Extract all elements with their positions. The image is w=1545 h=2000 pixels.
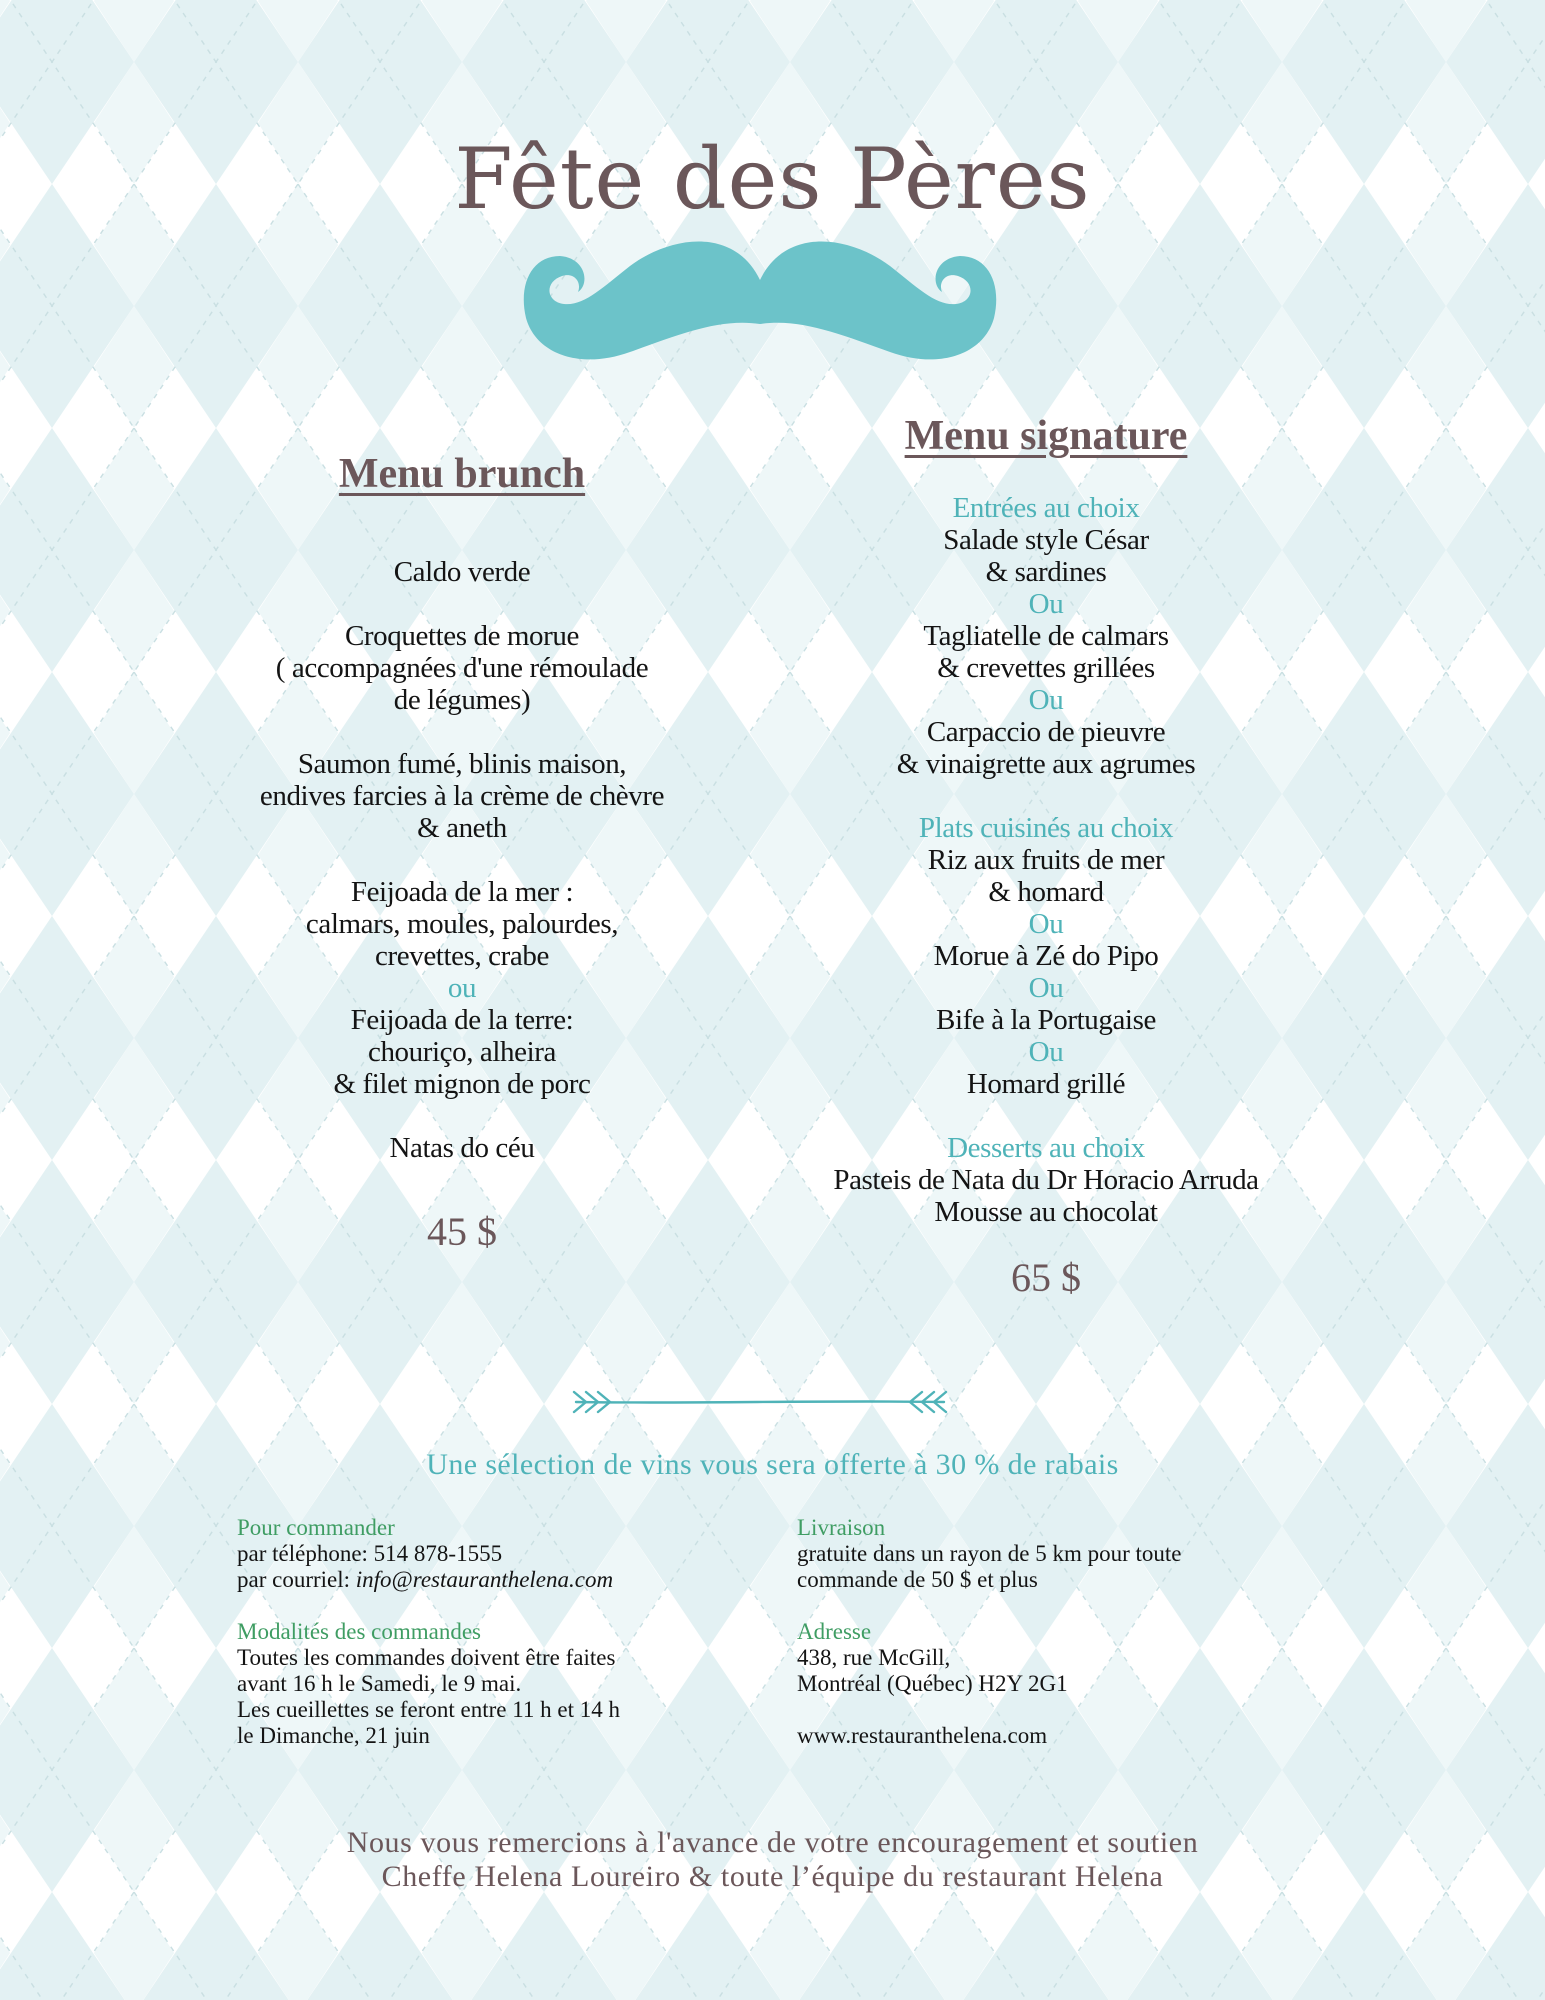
brunch-price: 45 $: [427, 1209, 497, 1254]
or-separator: Ou: [1028, 588, 1064, 620]
category-label: Entrées au choix: [952, 492, 1140, 524]
address-info: Adresse 438, rue McGill, Montréal (Québec) H2Y 2G1 www.restauranthelena.com: [797, 1619, 1357, 1749]
or-separator: Ou: [1028, 972, 1064, 1004]
order-label: Pour commander: [237, 1515, 395, 1540]
info-left: [237, 1515, 757, 1775]
page-title: Fête des Pères: [454, 130, 1091, 228]
signature-items: Entrées au choix Salade style César & sardines Ou Tagliatelle de calmars & crevettes grillées Ou Carpaccio de pieuvre & vinaigrette aux agrumes Plats cuisinés au choix Riz aux fruits de mer & homard Ou Morue à Zé do Pipo Ou Bife à la Portugaise Ou Homard grillé Desserts au choix Pasteis de Nata du Dr Horacio Arruda Mousse au chocolat: [772, 492, 1320, 1228]
brunch-menu: [190, 450, 734, 1255]
info-right: [797, 1515, 1357, 1775]
footer-thanks: Nous vous remercions à l'avance de votre encouragement et soutien: [346, 1826, 1199, 1859]
terms-label: Modalités des commandes: [237, 1619, 482, 1644]
order-info: Pour commander par téléphone: 514 878-1555 par courriel: info@restauranthelena.com: [237, 1515, 757, 1593]
signature-heading: Menu signature: [904, 413, 1188, 459]
category-label: Desserts au choix: [947, 1132, 1145, 1164]
menu-item: Caldo verde: [393, 556, 531, 588]
arrow-divider-icon: [572, 1384, 948, 1420]
or-separator: Ou: [1028, 908, 1064, 940]
brunch-heading: Menu brunch: [338, 451, 586, 497]
delivery-label: Livraison: [797, 1515, 886, 1540]
menu-item: Saumon fumé, blinis maison, endives farcies à la crème de chèvre & aneth: [259, 748, 665, 844]
or-separator: Ou: [1028, 1036, 1064, 1068]
mustache-icon: [520, 232, 1000, 372]
menu-item: Feijoada de la mer : calmars, moules, palourdes, crevettes, crabe ou Feijoada de la terre: chouriço, alheira & filet mignon de porc: [190, 876, 734, 1100]
signature-price: 65 $: [1011, 1255, 1081, 1300]
email-link[interactable]: info@restauranthelena.com: [355, 1567, 614, 1592]
or-separator: ou: [447, 972, 477, 1004]
website-link[interactable]: www.restauranthelena.com: [797, 1723, 1048, 1748]
menu-item: Natas do céu: [389, 1132, 535, 1164]
address-label: Adresse: [797, 1619, 872, 1644]
wine-offer: Une sélection de vins vous sera offerte à 30 % de rabais: [426, 1448, 1119, 1481]
footer-signature: Cheffe Helena Loureiro & toute l’équipe du restaurant Helena: [381, 1860, 1164, 1893]
brunch-items: [190, 556, 734, 1164]
delivery-info: Livraison gratuite dans un rayon de 5 km pour toute commande de 50 $ et plus: [797, 1515, 1357, 1593]
category-label: Plats cuisinés au choix: [918, 812, 1174, 844]
menu-item: Croquettes de morue ( accompagnées d'une rémoulade de légumes): [275, 620, 649, 716]
terms-info: Modalités des commandes Toutes les commandes doivent être faites avant 16 h le Samedi, le 9 mai. Les cueillettes se feront entre 11 h et 14 h le Dimanche, 21 juin: [237, 1619, 757, 1749]
signature-menu: [772, 412, 1320, 1301]
footer: [0, 1826, 1545, 1894]
or-separator: Ou: [1028, 684, 1064, 716]
